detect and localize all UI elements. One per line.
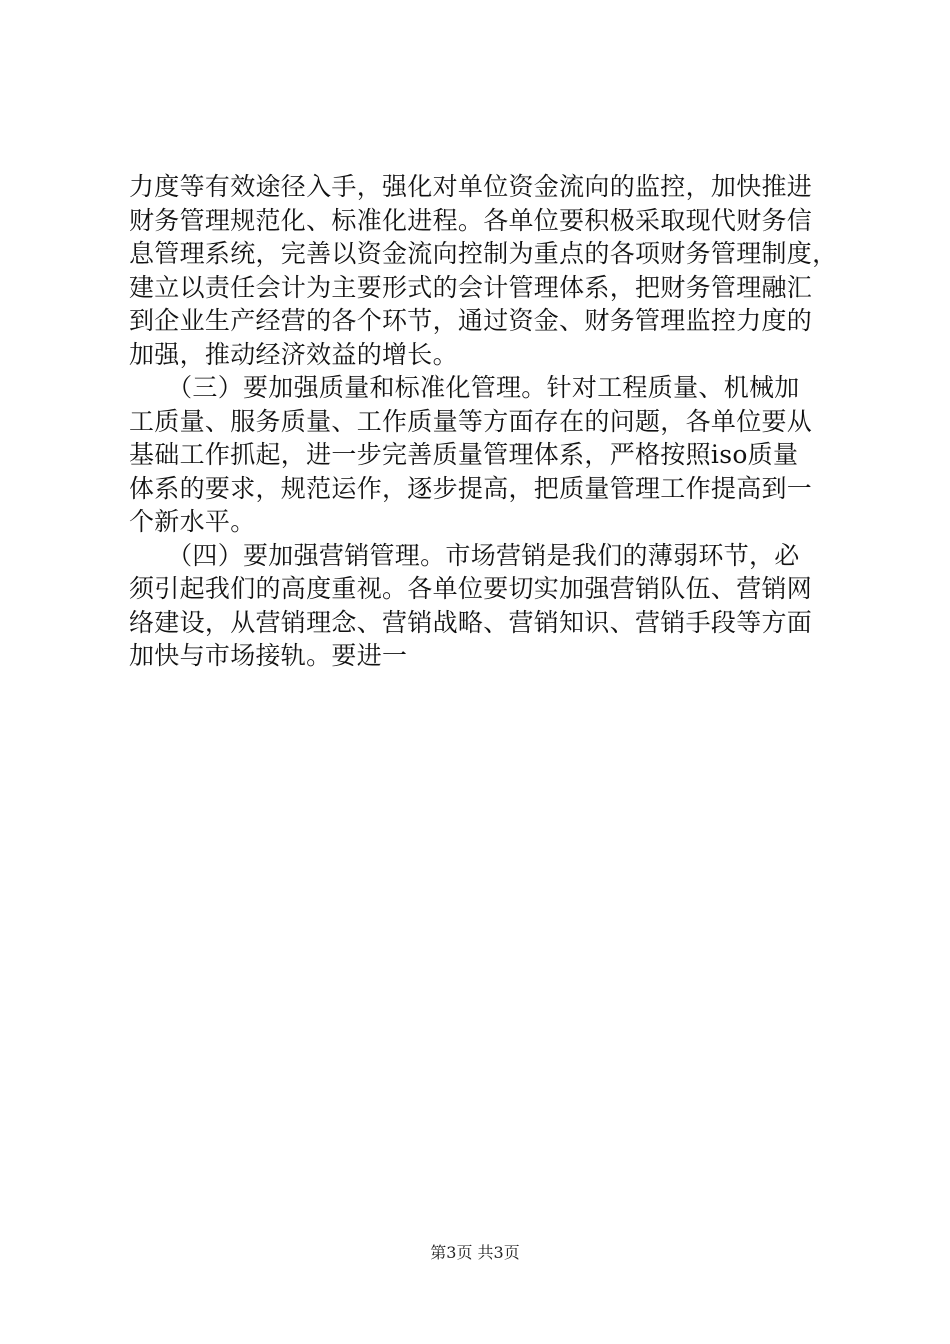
text-line: 力度等有效途径入手，强化对单位资金流向的监控，加快推进: [129, 172, 813, 201]
text-line: 络建设，从营销理念、营销战略、营销知识、营销手段等方面: [129, 607, 813, 637]
text-line: 须引起我们的高度重视。各单位要切实加强营销队伍、营销网: [129, 574, 813, 603]
text-line: 基础工作抓起，进一步完善质量管理体系，严格按照iso质量: [129, 440, 799, 469]
text-line: 息管理系统，完善以资金流向控制为重点的各项财务管理制度，: [129, 239, 838, 268]
text-line: 工质量、服务质量、工作质量等方面存在的问题，各单位要从: [129, 406, 813, 436]
text-line: 财务管理规范化、标准化进程。各单位要积极采取现代财务信: [129, 205, 813, 235]
text-line: （四）要加强营销管理。市场营销是我们的薄弱环节，必: [129, 540, 800, 570]
text-line: 建立以责任会计为主要形式的会计管理体系，把财务管理融汇: [129, 272, 813, 302]
text-line: 到企业生产经营的各个环节，通过资金、财务管理监控力度的: [129, 306, 813, 335]
text-line: 体系的要求，规范运作，逐步提高，把质量管理工作提高到一: [129, 473, 813, 503]
page-footer: 第3页 共3页: [430, 1243, 520, 1262]
body-text: [129, 170, 838, 673]
text-line: 个新水平。: [129, 507, 256, 536]
text-line: 加强，推动经济效益的增长。: [129, 339, 458, 369]
text-line: 加快与市场接轨。要进一: [129, 641, 408, 670]
text-line: （三）要加强质量和标准化管理。针对工程质量、机械加: [129, 373, 800, 402]
